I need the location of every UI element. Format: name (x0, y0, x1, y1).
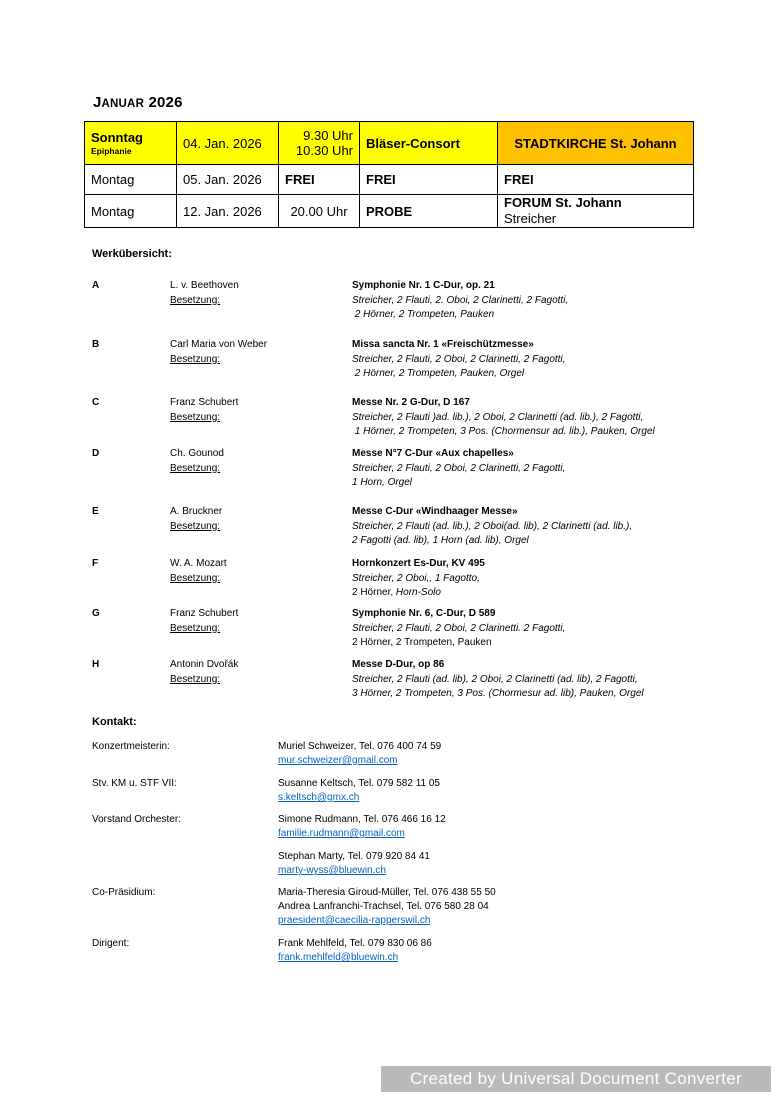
work-title: Messe N°7 C-Dur «Aux chapelles» (352, 448, 514, 459)
schedule-row (85, 195, 694, 228)
day-cell: Montag (85, 165, 177, 195)
work-instrumentation (352, 673, 644, 702)
time-1: 9.30 Uhr (303, 128, 353, 143)
instr-line-2: 1 Horn, Orgel (352, 477, 413, 488)
contact-name: Muriel Schweizer, Tel. 076 400 74 59 (278, 741, 442, 752)
instr-line-2: 2 Hörner, Horn-Solo (352, 587, 441, 598)
work-composer: A. Bruckner (170, 506, 223, 517)
instr-line-1: Streicher, 2 Flauti, 2 Oboi, 2 Clarinetti. 2 Fagotti, (352, 622, 566, 634)
konzertmeisterin-contact (278, 740, 441, 768)
instr-line-2: 3 Hörner, 2 Trompeten, 3 Pos. (Chormesur ad. lib), Pauken, Orgel (352, 688, 644, 699)
schedule-table (84, 121, 694, 228)
work-title: Missa sancta Nr. 1 «Freischützmesse» (352, 339, 534, 350)
day-text: Sonntag (91, 130, 143, 145)
work-instrumentation (352, 462, 565, 491)
work-letter: F (92, 558, 99, 569)
work-title: Symphonie Nr. 6, C-Dur, D 589 (352, 608, 496, 619)
email-link[interactable]: frank.mehlfeld@bluewin.ch (278, 952, 399, 963)
work-letter: A (92, 280, 100, 291)
besetzung-label: Besetzung: (170, 353, 221, 365)
month-rest: ANUAR (101, 98, 145, 110)
instr-line-1: Streicher, 2 Oboi,, 1 Fagotto, (352, 572, 480, 584)
besetzung-label: Besetzung: (170, 462, 221, 474)
contact-name: Simone Rudmann, Tel. 076 466 16 12 (278, 814, 446, 825)
email-link[interactable]: praesident@caecilia-rapperswil.ch (278, 915, 431, 926)
time-2: 10.30 Uhr (295, 143, 353, 158)
stv-km-label: Stv. KM u. STF VII: (92, 778, 177, 789)
vorstand-label: Vorstand Orchester: (92, 814, 181, 825)
date-cell: 04. Jan. 2026 (177, 122, 279, 165)
work-title: Symphonie Nr. 1 C-Dur, op. 21 (352, 280, 495, 291)
contact-name: Maria-Theresia Giroud-Müller, Tel. 076 438 55 50 (278, 887, 496, 898)
besetzung-label: Besetzung: (170, 622, 221, 634)
event-cell: Bläser-Consort (360, 122, 498, 165)
work-title: Messe C-Dur «Windhaager Messe» (352, 506, 518, 517)
work-composer: W. A. Mozart (170, 558, 227, 569)
email-link[interactable]: familie.rudmann@gmail.com (278, 828, 405, 839)
work-title: Messe D-Dur, op 86 (352, 659, 445, 670)
place-text: FORUM St. Johann (504, 195, 622, 210)
work-letter: D (92, 448, 100, 459)
work-composer: Ch. Gounod (170, 448, 224, 459)
instr-line-2: 2 Hörner, 2 Trompeten, Pauken (352, 309, 495, 320)
work-letter: H (92, 659, 100, 670)
place-cell (498, 195, 694, 228)
schedule-row (85, 165, 694, 195)
work-title: Messe Nr. 2 G-Dur, D 167 (352, 397, 470, 408)
work-composer: Franz Schubert (170, 608, 239, 619)
place-cell: STADTKIRCHE St. Johann (498, 122, 694, 165)
instr-line-1: Streicher, 2 Flauti, 2 Oboi, 2 Clarinetti, 2 Fagotti, (352, 462, 566, 474)
work-instrumentation (352, 622, 565, 651)
besetzung-label: Besetzung: (170, 572, 221, 584)
date-cell: 12. Jan. 2026 (177, 195, 279, 228)
instr-line-1: Streicher, 2 Flauti )ad. lib.), 2 Oboi, 2 Clarinetti (ad. lib.), 2 Fagotti, (352, 411, 644, 423)
work-letter: E (92, 506, 99, 517)
work-instrumentation (352, 294, 568, 323)
contact-name: Stephan Marty, Tel. 079 920 84 41 (278, 851, 430, 862)
month-heading (93, 94, 183, 111)
event-cell: FREI (360, 165, 498, 195)
contact-name: Susanne Keltsch, Tel. 079 582 11 05 (278, 778, 440, 789)
co-praesidium-label: Co-Präsidium: (92, 887, 156, 898)
work-instrumentation (352, 572, 480, 601)
instr-line-2: 2 Hörner, 2 Trompeten, Pauken (352, 637, 492, 648)
month-initial: J (93, 94, 102, 111)
dirigent-contact (278, 937, 432, 965)
instr-line-2: 2 Hörner, 2 Trompeten, Pauken, Orgel (352, 368, 525, 379)
day-cell (85, 122, 177, 165)
work-title: Hornkonzert Es-Dur, KV 495 (352, 558, 485, 569)
konzertmeisterin-label: Konzertmeisterin: (92, 741, 170, 752)
vorstand-contact-2 (278, 850, 430, 878)
time-cell: FREI (279, 165, 360, 195)
month-year: 2026 (144, 94, 183, 111)
time-cell (279, 122, 360, 165)
email-link[interactable]: s.keltsch@gmx.ch (278, 792, 360, 803)
instr-line-2: 2 Fagotti (ad. lib), 1 Horn (ad. lib), Orgel (352, 535, 529, 546)
contact-name: Andrea Lanfranchi-Trachsel, Tel. 076 580 28 04 (278, 901, 489, 912)
instr-line-1: Streicher, 2 Flauti (ad. lib), 2 Oboi, 2 Clarinetti (ad. lib), 2 Fagotti, (352, 673, 638, 685)
schedule-row (85, 122, 694, 165)
instr-line-1: Streicher, 2 Flauti (ad. lib.), 2 Oboi(ad. lib), 2 Clarinetti (ad. lib.), (352, 520, 633, 532)
works-heading: Werkübersicht: (92, 248, 172, 260)
instr-line-1: Streicher, 2 Flauti, 2. Oboi, 2 Clarinetti, 2 Fagotti, (352, 294, 569, 306)
dirigent-label: Dirigent: (92, 938, 130, 949)
contact-name: Frank Mehlfeld, Tel. 079 830 06 86 (278, 938, 432, 949)
day-subtitle: Epiphanie (91, 146, 132, 156)
watermark: Created by Universal Document Converter (381, 1066, 771, 1092)
time-cell: 20.00 Uhr (279, 195, 360, 228)
besetzung-label: Besetzung: (170, 411, 221, 423)
work-letter: G (92, 608, 100, 619)
vorstand-contact-1 (278, 813, 446, 841)
co-praesidium-contact (278, 886, 496, 928)
besetzung-label: Besetzung: (170, 520, 221, 532)
instr-line-1: Streicher, 2 Flauti, 2 Oboi, 2 Clarinetti, 2 Fagotti, (352, 353, 566, 365)
work-instrumentation (352, 411, 655, 440)
work-letter: C (92, 397, 100, 408)
work-composer: L. v. Beethoven (170, 280, 239, 291)
instr-line-2: 1 Hörner, 2 Trompeten, 3 Pos. (Chormensur ad. lib.), Pauken, Orgel (352, 426, 655, 437)
work-composer: Franz Schubert (170, 397, 239, 408)
day-cell: Montag (85, 195, 177, 228)
work-instrumentation (352, 520, 632, 549)
event-cell: PROBE (360, 195, 498, 228)
date-cell: 05. Jan. 2026 (177, 165, 279, 195)
stv-km-contact (278, 777, 440, 805)
work-letter: B (92, 339, 100, 350)
work-composer: Carl Maria von Weber (170, 339, 268, 350)
contact-heading: Kontakt: (92, 716, 137, 728)
place-cell: FREI (498, 165, 694, 195)
email-link[interactable]: marty-wyss@bluewin.ch (278, 865, 386, 876)
work-instrumentation (352, 353, 565, 382)
besetzung-label: Besetzung: (170, 294, 221, 306)
besetzung-label: Besetzung: (170, 673, 221, 685)
place-subtext: Streicher (504, 211, 557, 226)
email-link[interactable]: mur.schweizer@gmail.com (278, 755, 398, 766)
work-composer: Antonin Dvořák (170, 659, 239, 670)
